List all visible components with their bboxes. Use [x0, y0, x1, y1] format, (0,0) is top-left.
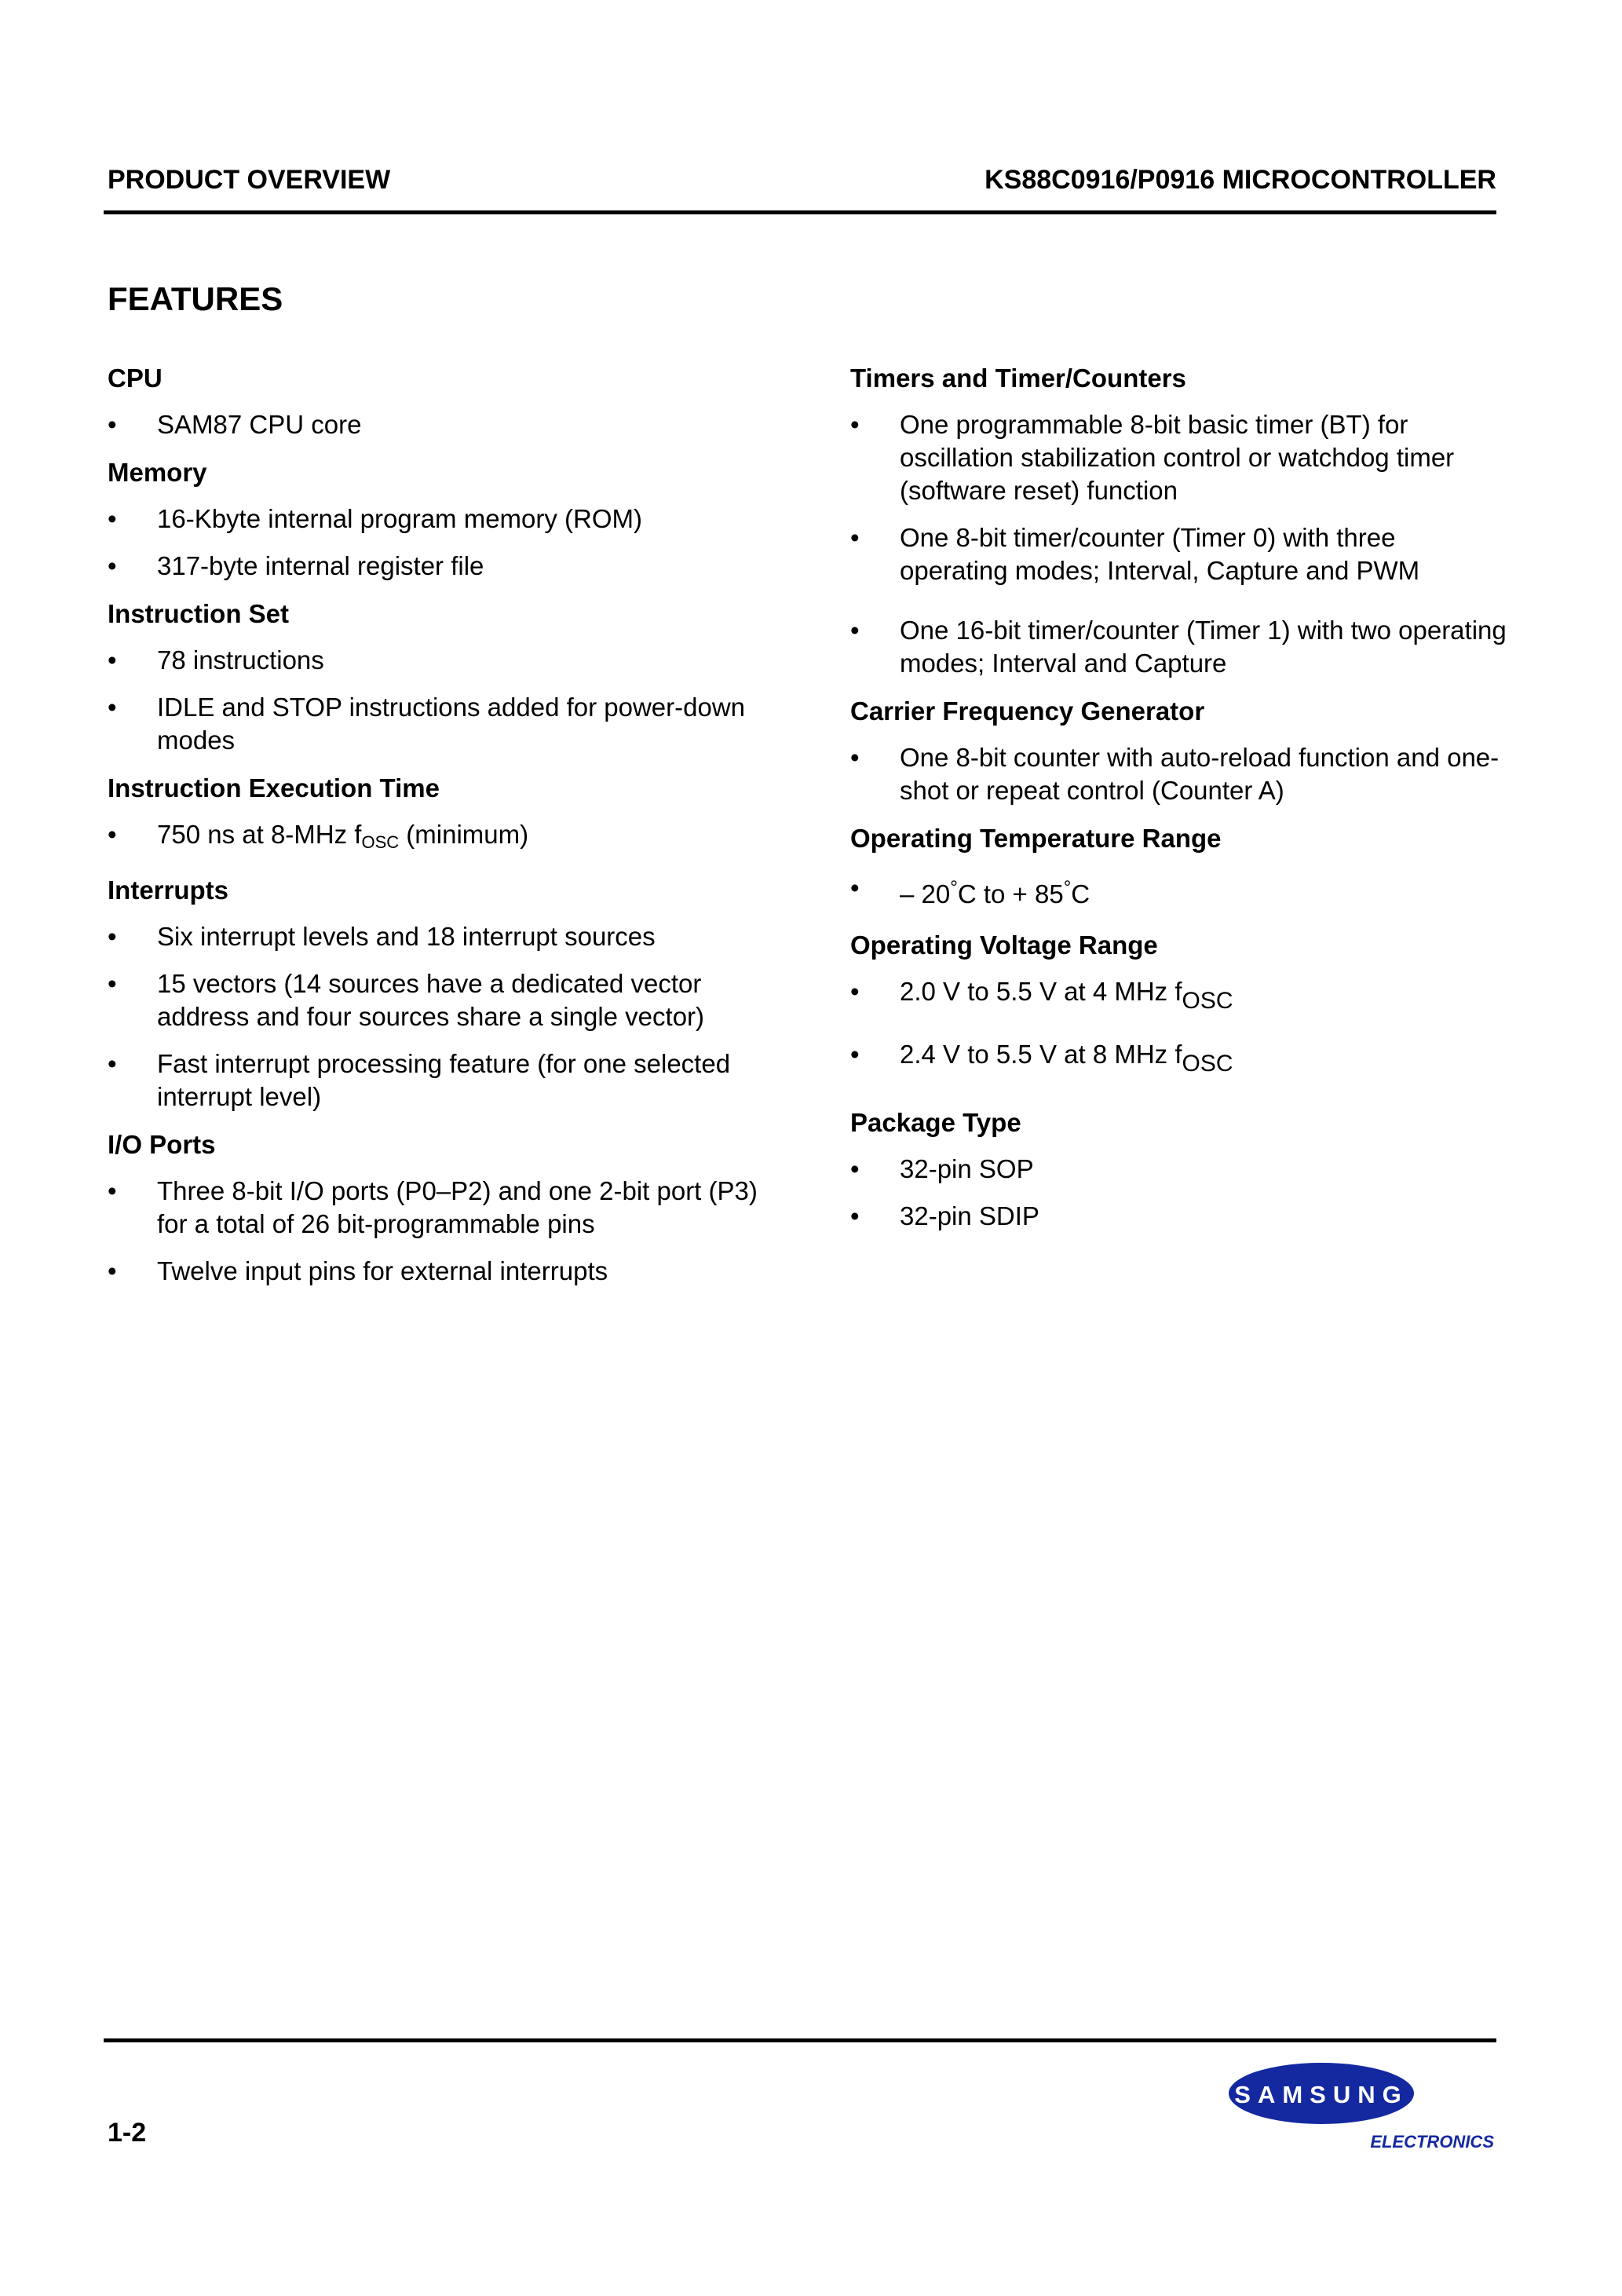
- section-heading: I/O Ports: [108, 1130, 216, 1159]
- list-item: [850, 975, 1510, 1018]
- list-item: [108, 920, 759, 953]
- list-item: [108, 644, 759, 677]
- section-timers: [850, 363, 1510, 680]
- section-voltage: [850, 930, 1510, 1080]
- section-io-ports: [108, 1129, 759, 1288]
- section-instruction-set: [108, 598, 759, 757]
- bullet: •: [850, 743, 860, 772]
- item-text-pre: 750 ns at 8-MHz f: [157, 820, 362, 849]
- list-item: [108, 550, 759, 583]
- list-item: [850, 741, 1510, 807]
- item-text: 78 instructions: [157, 645, 324, 675]
- bullet: •: [108, 1049, 117, 1078]
- item-text: 32-pin SOP: [900, 1154, 1034, 1183]
- list-item: [108, 1255, 759, 1288]
- bullet: •: [108, 1256, 117, 1285]
- item-text: Three 8-bit I/O ports (P0–P2) and one 2-bit port (P3) for a total of 26 bit-programmable pins: [157, 1176, 758, 1238]
- section-package: [850, 1107, 1510, 1233]
- item-text: Fast interrupt processing feature (for one selected interrupt level): [157, 1049, 731, 1111]
- section-heading: Instruction Set: [108, 599, 290, 628]
- item-text-post: (minimum): [399, 820, 529, 849]
- list-item: [850, 614, 1510, 680]
- bullet: •: [850, 977, 860, 1006]
- list-item: [108, 1047, 759, 1113]
- right-column: [850, 363, 1510, 1249]
- list-item: [850, 1200, 1510, 1233]
- item-text: One 16-bit timer/counter (Timer 1) with two operating modes; Interval and Capture: [900, 616, 1507, 678]
- temp-unit: C: [1071, 879, 1090, 909]
- header-section-title: PRODUCT OVERVIEW: [108, 165, 391, 195]
- degree-symbol: °: [950, 877, 958, 898]
- item-text: 16-Kbyte internal program memory (ROM): [157, 504, 643, 533]
- section-heading: Package Type: [850, 1108, 1021, 1137]
- section-heading: Memory: [108, 458, 207, 487]
- item-text: 2.4 V to 5.5 V at 8 MHz f: [900, 1040, 1182, 1069]
- list-item: [850, 1153, 1510, 1186]
- item-text: Six interrupt levels and 18 interrupt sources: [157, 922, 656, 951]
- header-rule: [104, 210, 1496, 214]
- list-item: [108, 967, 759, 1033]
- page-title: FEATURES: [108, 280, 283, 317]
- bullet: •: [850, 1040, 860, 1069]
- bullet: •: [850, 410, 860, 439]
- list-item: [850, 521, 1510, 587]
- item-text: IDLE and STOP instructions added for power-down modes: [157, 693, 746, 755]
- bullet: •: [850, 873, 860, 902]
- list-item: [108, 691, 759, 757]
- degree-symbol: °: [1063, 877, 1072, 898]
- temp-min: – 20: [900, 879, 951, 909]
- list-item: [108, 503, 759, 536]
- header-document-title: KS88C0916/P0916 MICROCONTROLLER: [985, 165, 1496, 195]
- list-item: [850, 1038, 1510, 1080]
- left-column: [108, 363, 759, 1303]
- bullet: •: [108, 410, 117, 439]
- bullet: •: [108, 504, 117, 533]
- item-text: One 8-bit timer/counter (Timer 0) with three operating modes; Interval, Capture and PWM: [900, 523, 1420, 585]
- section-cpu: [108, 363, 759, 441]
- section-heading: CPU: [108, 364, 163, 393]
- section-heading: Operating Voltage Range: [850, 930, 1158, 960]
- item-text: 317-byte internal register file: [157, 551, 484, 580]
- list-item: [850, 868, 1510, 914]
- section-heading: Carrier Frequency Generator: [850, 696, 1205, 726]
- item-subscript: OSC: [361, 832, 400, 852]
- bullet: •: [850, 1201, 860, 1230]
- bullet: •: [108, 1176, 117, 1205]
- logo-wordmark: SAMSUNG: [1234, 2081, 1408, 2108]
- item-text: 2.0 V to 5.5 V at 4 MHz f: [900, 977, 1182, 1006]
- section-execution-time: [108, 773, 759, 859]
- item-text: 32-pin SDIP: [900, 1201, 1039, 1230]
- bullet: •: [108, 969, 117, 998]
- footer-rule: [104, 2038, 1496, 2042]
- item-text: SAM87 CPU core: [157, 410, 362, 439]
- bullet: •: [850, 1154, 860, 1183]
- bullet: •: [108, 820, 117, 849]
- section-memory: [108, 457, 759, 583]
- item-text: One programmable 8-bit basic timer (BT) for oscillation stabilization control or watchdog timer (software reset) function: [900, 410, 1455, 505]
- section-carrier: [850, 696, 1510, 807]
- section-heading: Timers and Timer/Counters: [850, 364, 1186, 393]
- bullet: •: [108, 922, 117, 951]
- bullet: •: [108, 693, 117, 722]
- item-text: Twelve input pins for external interrupts: [157, 1256, 608, 1285]
- bullet: •: [850, 616, 860, 645]
- section-interrupts: [108, 875, 759, 1113]
- bullet: •: [108, 551, 117, 580]
- bullet: •: [108, 645, 117, 675]
- temp-range: C to + 85: [957, 879, 1064, 909]
- page-number: 1-2: [108, 2118, 147, 2148]
- logo-subtext: ELECTRONICS: [1370, 2132, 1494, 2152]
- list-item: [108, 818, 759, 859]
- section-heading: Operating Temperature Range: [850, 824, 1222, 853]
- section-heading: Interrupts: [108, 876, 229, 905]
- section-heading: Instruction Execution Time: [108, 773, 440, 803]
- item-text: 15 vectors (14 sources have a dedicated vector address and four sources share a single vector): [157, 969, 705, 1031]
- list-item: [850, 408, 1510, 507]
- list-item: [108, 408, 759, 441]
- item-subscript: OSC: [1182, 988, 1233, 1014]
- item-text: One 8-bit counter with auto-reload function and one-shot or repeat control (Counter A): [900, 743, 1500, 805]
- bullet: •: [850, 523, 860, 552]
- list-item: [108, 1175, 759, 1241]
- section-temperature: [850, 823, 1510, 914]
- item-subscript: OSC: [1182, 1051, 1233, 1077]
- samsung-logo: [1229, 2059, 1496, 2153]
